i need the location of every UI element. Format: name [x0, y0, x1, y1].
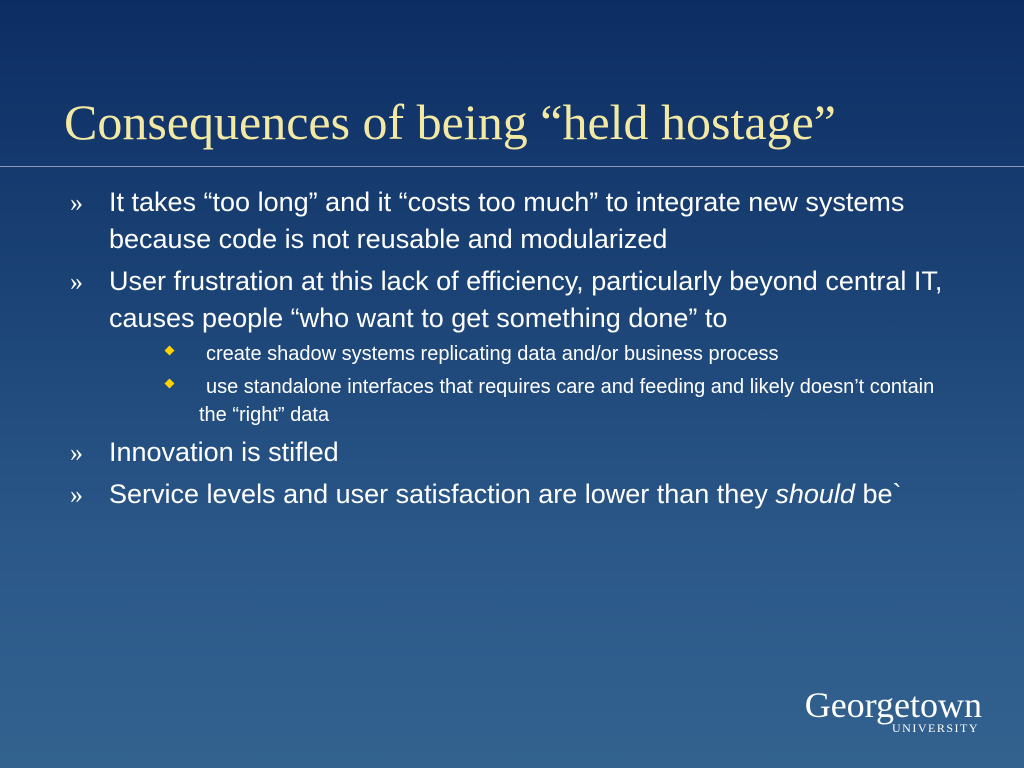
sub-bullet-text: use standalone interfaces that requires care and feeding and likely doesn’t contain the “right” data: [199, 376, 935, 426]
bullet-item: [0, 263, 1024, 429]
slide-title: Consequences of being “held hostage”: [64, 94, 836, 150]
bullet-text: Service levels and user satisfaction are lower than they: [109, 479, 768, 509]
bullet-item: [0, 184, 1024, 258]
bullet-marker: »: [70, 188, 83, 217]
logo-name: Georgetown: [804, 685, 982, 725]
bullet-marker: »: [70, 267, 83, 296]
bullet-text: User frustration at this lack of efficiency, particularly beyond central IT, causes people “who want to get something done” to: [109, 266, 943, 333]
sub-bullet-list: [109, 340, 964, 429]
bullet-marker: »: [70, 438, 83, 467]
sub-bullet-item: [99, 340, 964, 368]
bullet-tail: be`: [854, 479, 902, 509]
bullet-item: [0, 476, 1024, 513]
bullet-list: [0, 184, 1024, 518]
bullet-text: It takes “too long” and it “costs too much” to integrate new systems because code is not reusable and modularized: [109, 187, 905, 254]
sub-bullet-item: [99, 373, 964, 429]
bullet-item: [0, 434, 1024, 471]
bullet-text: Innovation is stifled: [109, 437, 339, 467]
logo-subtitle: UNIVERSITY: [892, 721, 979, 735]
bullet-marker: »: [70, 480, 83, 509]
title-divider: [0, 166, 1024, 167]
sub-bullet-text: create shadow systems replicating data and/or business process: [206, 343, 779, 365]
bullet-emphasis: should: [775, 479, 855, 509]
georgetown-logo: [760, 686, 982, 735]
